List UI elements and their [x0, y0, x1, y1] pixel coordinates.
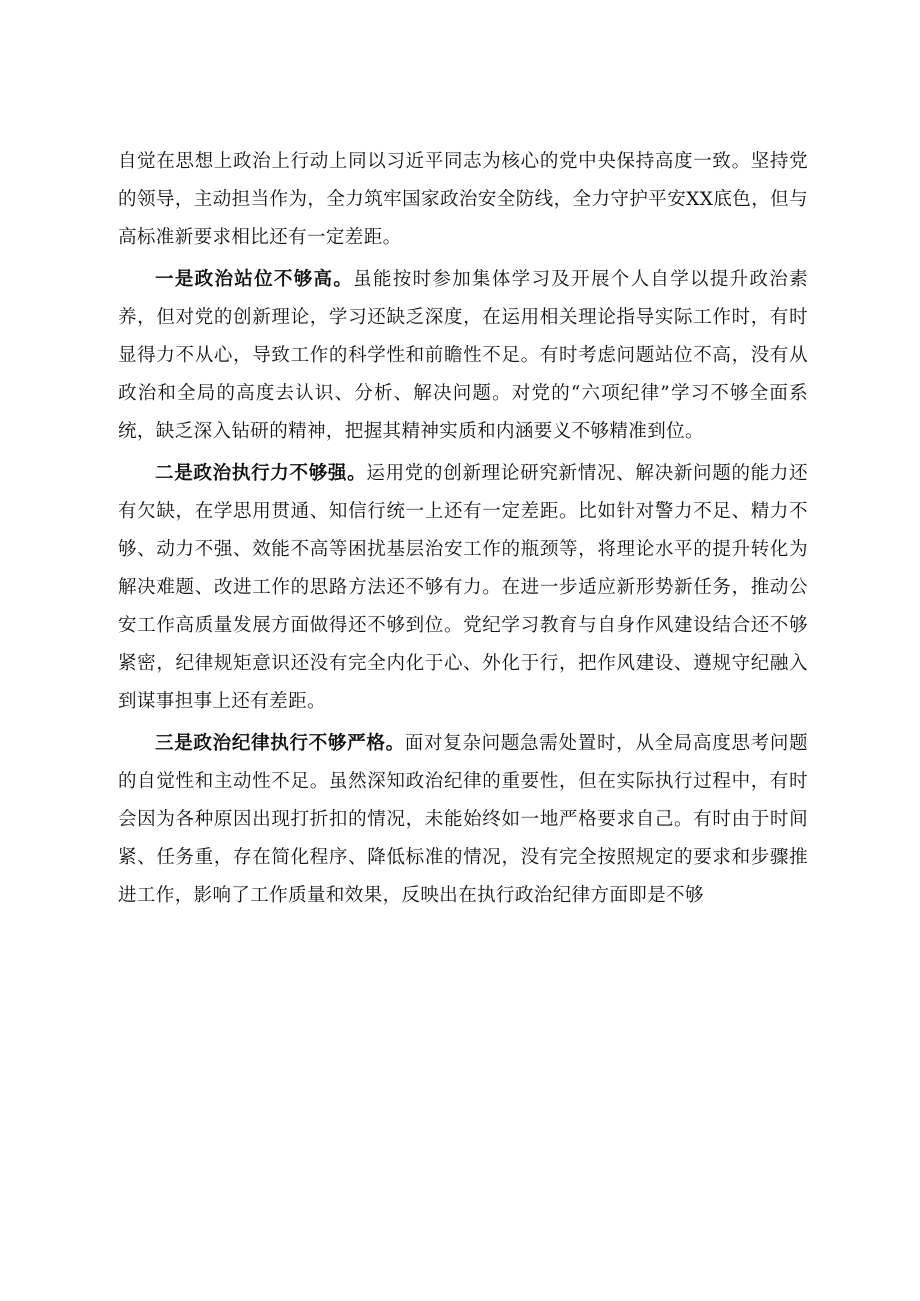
- paragraph-body: 自觉在思想上政治上行动上同以习近平同志为核心的党中央保持高度一致。坚持党的领导，主动担当作为，全力筑牢国家政治安全防线，全力守护平安XX底色，但与高标准新要求相比还有一定差距。: [118, 151, 808, 248]
- paragraph-point-three: [118, 725, 808, 915]
- paragraph-lead: 一是政治站位不够高。: [155, 269, 354, 290]
- paragraph-body: 运用党的创新理论研究新情况、解决新问题的能力还有欠缺，在学思用贯通、知信行统一上还有一定差距。比如针对警力不足、精力不够、动力不强、效能不高等困扰基层治安工作的瓶颈等，将理论水平的提升转化为解决难题、改进工作的思路方法还不够有力。在进一步适应新形势新任务，推动公安工作高质量发展方面做得还不够到位。党纪学习教育与自身作风建设结合还不够紧密，纪律规矩意识还没有完全内化于心、外化于行，把作风建设、遵规守纪融入到谋事担事上还有差距。: [118, 463, 809, 712]
- paragraph-lead: 二是政治执行力不够强。: [155, 463, 367, 484]
- paragraph-point-two: [118, 455, 808, 721]
- paragraph-body: 虽能按时参加集体学习及开展个人自学以提升政治素养，但对党的创新理论，学习还缺乏深度，在运用相关理论指导实际工作时，有时显得力不从心，导致工作的科学性和前瞻性不足。有时考虑问题站位不高，没有从政治和全局的高度去认识、分析、解决问题。对党的“六项纪律”学习不够全面系统，缺乏深入钻研的精神，把握其精神实质和内涵要义不够精准到位。: [118, 269, 808, 442]
- paragraph-point-one: [118, 261, 808, 451]
- paragraph-body: 面对复杂问题急需处置时，从全局高度思考问题的自觉性和主动性不足。虽然深知政治纪律的重要性，但在实际执行过程中，有时会因为各种原因出现打折扣的情况，未能始终如一地严格要求自己。有时由于时间紧、任务重，存在简化程序、降低标准的情况，没有完全按照规定的要求和步骤推进工作，影响了工作质量和效果，反映出在执行政治纪律方面即是不够: [118, 733, 808, 906]
- paragraph-lead: 三是政治纪律执行不够严格。: [155, 733, 405, 754]
- paragraph-intro: [118, 143, 808, 257]
- document-page: [118, 143, 808, 919]
